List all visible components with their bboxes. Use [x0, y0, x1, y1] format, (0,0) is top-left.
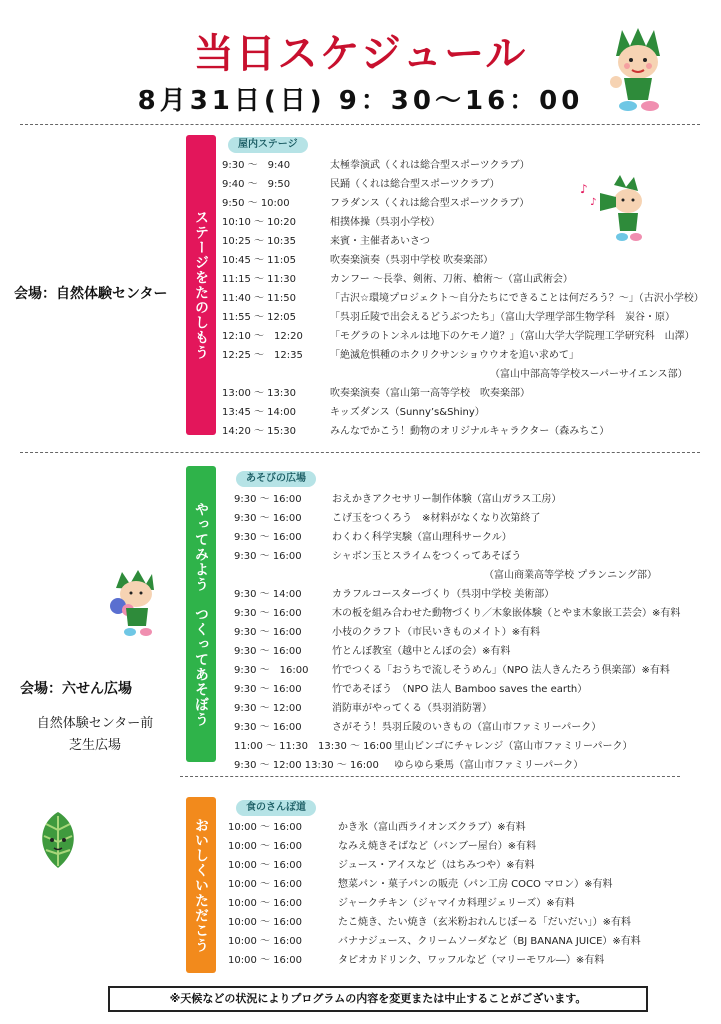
food-category-bar	[186, 797, 216, 973]
schedule-row	[222, 270, 712, 289]
schedule-time: 10:25 〜 10:35	[222, 236, 296, 247]
schedule-time: 11:15 〜 11:30	[222, 274, 296, 285]
section-divider	[20, 124, 700, 125]
schedule-description: 吹奏楽演奏（富山第一高等学校 吹奏楽部）	[330, 388, 530, 399]
schedule-description: おえかきアクセサリー制作体験（富山ガラス工房）	[332, 494, 562, 505]
svg-text:♪: ♪	[590, 197, 597, 208]
schedule-row	[222, 384, 712, 403]
schedule-time: 10:00 〜 16:00	[228, 822, 302, 833]
mascot-leaf-icon	[32, 810, 84, 874]
schedule-time: 10:00 〜 16:00	[228, 955, 302, 966]
schedule-description: 竹とんぼ教室（越中とんぼの会）※有料	[332, 646, 511, 657]
schedule-time: 14:20 〜 15:30	[222, 426, 296, 437]
svg-text:♪: ♪	[580, 182, 588, 196]
schedule-row	[228, 837, 714, 856]
schedule-time: 9:30 〜 16:00	[234, 684, 302, 695]
schedule-row	[234, 756, 714, 775]
page-title: 当日スケジュール	[193, 31, 528, 77]
schedule-description: ジャークチキン（ジャマイカ料理ジェリーズ）※有料	[338, 898, 575, 909]
weather-notice: ※天候などの状況によりプログラムの内容を変更または中止することがございます。	[108, 986, 648, 1012]
schedule-row	[234, 718, 714, 737]
schedule-row	[222, 289, 712, 308]
schedule-time: 12:10 〜 12:20	[222, 331, 303, 342]
schedule-description: （富山中部高等学校スーパーサイエンス部）	[490, 369, 688, 380]
indoor-stage-pill: 屋内ステージ	[228, 137, 308, 153]
schedule-row	[228, 875, 714, 894]
schedule-row	[222, 327, 712, 346]
schedule-description: シャボン玉とスライムをつくってあそぼう	[332, 551, 522, 562]
schedule-description: みんなでかこう！動物のオリジナルキャラクター（森みちこ）	[330, 426, 610, 437]
schedule-description: 里山ビンゴにチャレンジ（富山市ファミリーパーク）	[394, 741, 633, 752]
schedule-time: 10:00 〜 16:00	[228, 841, 302, 852]
schedule-row	[234, 547, 714, 566]
food-category-label: おいしくいただこう	[193, 817, 209, 953]
schedule-description: さがそう！呉羽丘陵のいきもの（富山市ファミリーパーク）	[332, 722, 602, 733]
schedule-row	[234, 566, 714, 585]
schedule-description: 竹でつくる「おうちで流しそうめん」（NPO 法人きんたろう倶楽部）※有料	[332, 665, 670, 676]
schedule-time: 9:30 〜 16:00	[234, 608, 302, 619]
schedule-row	[234, 642, 714, 661]
schedule-row	[234, 490, 714, 509]
schedule-time: 9:30 〜 14:00	[234, 589, 302, 600]
schedule-description: カラフルコースターづくり（呉羽中学校 美術部）	[332, 589, 555, 600]
schedule-time: 9:30 〜 12:00	[234, 703, 302, 714]
schedule-time: 10:00 〜 16:00	[228, 898, 302, 909]
schedule-description: バナナジュース、クリームソーダなど（BJ BANANA JUICE）※有料	[338, 936, 641, 947]
schedule-time: 10:00 〜 16:00	[228, 936, 302, 947]
schedule-time: 11:40 〜 11:50	[222, 293, 296, 304]
schedule-row	[222, 346, 712, 365]
schedule-time: 12:25 〜 12:35	[222, 350, 303, 361]
schedule-description: かき氷（富山西ライオンズクラブ）※有料	[338, 822, 526, 833]
schedule-time: 10:00 〜 16:00	[228, 879, 302, 890]
mascot-balls-icon	[106, 570, 162, 638]
play-category-label: やってみよう つくってあそぼう	[193, 501, 209, 727]
schedule-row	[222, 403, 712, 422]
schedule-time: 9:30 〜 16:00	[234, 627, 302, 638]
mascot-leaf-character-icon	[608, 26, 668, 116]
schedule-row	[228, 913, 714, 932]
schedule-description: なみえ焼きそばなど（バンブー屋台）※有料	[338, 841, 537, 852]
schedule-row	[234, 604, 714, 623]
schedule-time: 11:55 〜 12:05	[222, 312, 296, 323]
schedule-row	[228, 856, 714, 875]
schedule-description: ジュース・アイスなど（はちみつや）※有料	[338, 860, 535, 871]
schedule-description: 惣菜パン・菓子パンの販売（パン工房 COCO マロン）※有料	[338, 879, 613, 890]
schedule-time: 9:30 〜 9:40	[222, 160, 291, 171]
schedule-row	[228, 932, 714, 951]
schedule-description: 来賓・主催者あいさつ	[330, 236, 430, 247]
schedule-description: わくわく科学実験（富山理科サークル）	[332, 532, 512, 543]
schedule-description: こげ玉をつくろう ※材料がなくなり次第終了	[332, 513, 541, 524]
schedule-row	[234, 623, 714, 642]
venue-sub-line-2: 芝生広場	[68, 738, 121, 753]
schedule-time: 9:30 〜 16:00	[234, 665, 309, 676]
schedule-time: 9:30 〜 12:00 13:30 〜 16:00	[234, 760, 379, 771]
schedule-row	[222, 422, 712, 441]
section-divider	[20, 452, 700, 453]
schedule-row	[234, 680, 714, 699]
schedule-time: 9:30 〜 16:00	[234, 513, 302, 524]
schedule-description: 「モグラのトンネルは地下のケモノ道？」（富山大学大学院理工学研究科 山澤）	[330, 331, 695, 342]
schedule-row	[222, 308, 712, 327]
schedule-row	[234, 699, 714, 718]
schedule-row	[234, 528, 714, 547]
venue-sub-line-1: 自然体験センター前	[36, 716, 154, 731]
schedule-row	[234, 509, 714, 528]
play-category-bar	[186, 466, 216, 762]
schedule-row	[222, 365, 712, 384]
event-date: 8月31日(日) 9：30〜16：00	[137, 86, 584, 116]
schedule-description: たこ焼き、たい焼き（玄米粉おれんじぼーる「だいだい」）※有料	[338, 917, 631, 928]
schedule-row	[222, 156, 712, 175]
schedule-time: 10:45 〜 11:05	[222, 255, 296, 266]
schedule-row	[228, 894, 714, 913]
mascot-megaphone-icon	[578, 175, 658, 245]
schedule-description: 「古沢☆環境プロジェクト〜自分たちにできることは何だろう？〜」（古沢小学校）	[330, 293, 704, 304]
schedule-description: 吹奏楽演奏（呉羽中学校 吹奏楽部）	[330, 255, 494, 266]
schedule-time: 9:30 〜 16:00	[234, 494, 302, 505]
schedule-description: 「絶滅危惧種のホクリクサンショウウオを追い求めて」	[330, 350, 579, 361]
schedule-description: 木の板を組み合わせた動物づくり／木象嵌体験（とやま木象嵌工芸会）※有料	[332, 608, 681, 619]
schedule-description: 小枝のクラフト（市民いきものメイト）※有料	[332, 627, 541, 638]
schedule-description: カンフー 〜長拳、剣術、刀術、槍術〜（富山武術会）	[330, 274, 573, 285]
schedule-time: 10:00 〜 16:00	[228, 917, 302, 928]
schedule-row	[234, 737, 714, 756]
schedule-time: 13:00 〜 13:30	[222, 388, 296, 399]
schedule-description: 「呉羽丘陵で出会えるどうぶつたち」（富山大学理学部生物学科 炭谷・原）	[330, 312, 675, 323]
schedule-description: 竹であそぼう （NPO 法人 Bamboo saves the earth）	[332, 684, 588, 695]
schedule-time: 10:10 〜 10:20	[222, 217, 296, 228]
stage-category-bar	[186, 135, 216, 435]
schedule-description: （富山商業高等学校 プランニング部）	[484, 570, 657, 581]
schedule-description: 太極拳演武（くれは総合型スポーツクラブ）	[330, 160, 530, 171]
schedule-row	[234, 661, 714, 680]
schedule-row	[234, 585, 714, 604]
schedule-time: 9:30 〜 16:00	[234, 646, 302, 657]
food-walk-pill: 食のさんぽ道	[236, 800, 316, 816]
schedule-description: 民踊（くれは総合型スポーツクラブ）	[330, 179, 500, 190]
schedule-time: 9:30 〜 16:00	[234, 551, 302, 562]
venue-label-nature-center: 会場：自然体験センター	[14, 286, 168, 302]
schedule-time: 11:00 〜 11:30 13:30 〜 16:00	[234, 741, 392, 752]
schedule-description: タピオカドリンク、ワッフルなど（マリーモワル―）※有料	[338, 955, 605, 966]
schedule-description: 消防車がやってくる（呉羽消防署）	[332, 703, 492, 714]
schedule-description: フラダンス（くれは総合型スポーツクラブ）	[330, 198, 530, 209]
section-divider	[180, 776, 680, 777]
schedule-row	[228, 951, 714, 970]
schedule-description: 相撲体操（呉羽小学校）	[330, 217, 440, 228]
schedule-description: ゆらゆら乗馬（富山市ファミリーパーク）	[394, 760, 584, 771]
food-schedule-list	[228, 818, 714, 970]
schedule-time: 13:45 〜 14:00	[222, 407, 296, 418]
schedule-time: 10:00 〜 16:00	[228, 860, 302, 871]
stage-category-label: ステージをたのしもう	[193, 210, 209, 360]
schedule-description: キッズダンス（Sunny’s&Shiny）	[330, 407, 485, 418]
venue-label-rokusen-plaza: 会場：六せん広場	[20, 681, 132, 697]
schedule-row	[228, 818, 714, 837]
play-plaza-pill: あそびの広場	[236, 471, 316, 487]
schedule-time: 9:30 〜 16:00	[234, 532, 302, 543]
schedule-time: 9:30 〜 16:00	[234, 722, 302, 733]
schedule-row	[222, 251, 712, 270]
play-schedule-list	[234, 490, 714, 775]
schedule-time: 9:50 〜 10:00	[222, 198, 290, 209]
schedule-time: 9:40 〜 9:50	[222, 179, 291, 190]
